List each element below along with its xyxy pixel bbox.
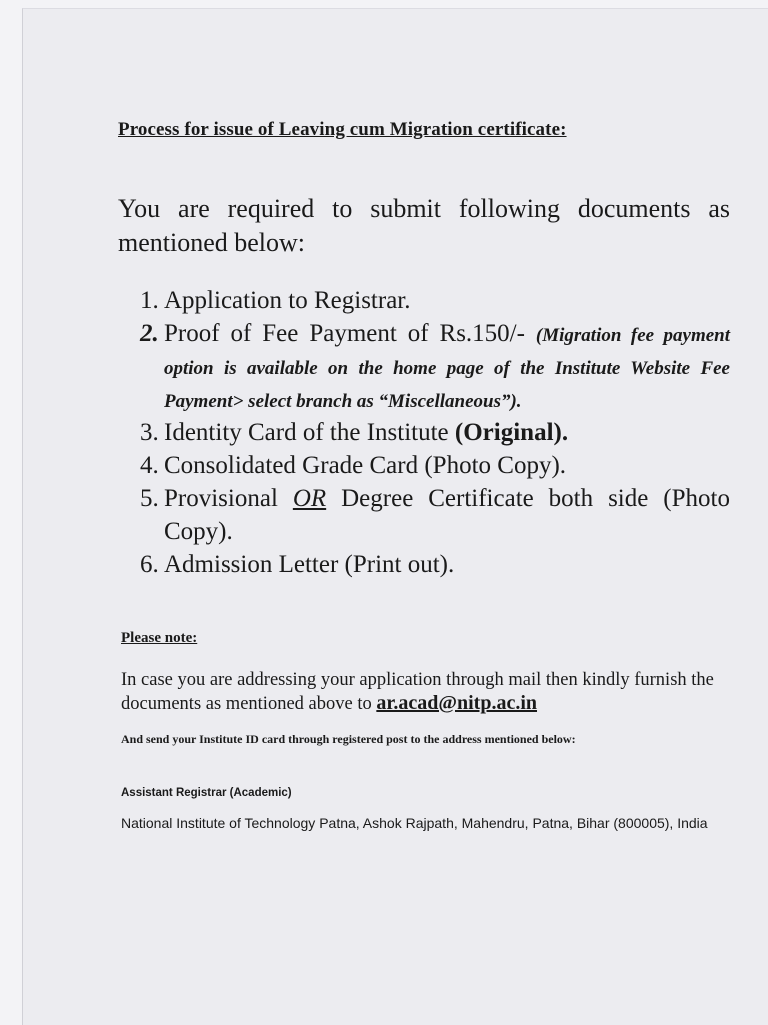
postal-address: National Institute of Technology Patna, Ashok Rajpath, Mahendru, Patna, Bihar (800005), India <box>121 815 708 831</box>
item-number: 5. <box>140 485 159 512</box>
item-text: Provisional <box>164 485 293 512</box>
item-number: 4. <box>140 452 159 479</box>
note-body <box>121 669 741 716</box>
or-word: OR <box>292 485 327 512</box>
item-number: 2. <box>140 320 159 347</box>
email-link[interactable]: ar.acad@nitp.ac.in <box>376 692 538 714</box>
list-item <box>140 482 730 548</box>
list-item <box>140 416 730 449</box>
note-heading: Please note: <box>121 630 198 646</box>
item-text: Consolidated Grade Card (Photo Copy). <box>164 452 567 479</box>
send-instruction: And send your Institute ID card through registered post to the address mentioned below: <box>121 732 576 746</box>
item-text: Admission Letter (Print out). <box>164 551 455 578</box>
registrar-title: Assistant Registrar (Academic) <box>121 787 292 799</box>
document-heading: Process for issue of Leaving cum Migration certificate: <box>118 119 567 140</box>
item-number: 3. <box>140 419 159 446</box>
item-number: 1. <box>140 287 159 314</box>
item-text: Proof of Fee Payment of Rs.150/- <box>164 320 536 347</box>
note-text: In case you are addressing your application through mail then kindly furnish the documents as mentioned above to <box>121 670 714 714</box>
item-text: Application to Registrar. <box>164 287 411 314</box>
required-documents-list <box>140 284 730 581</box>
original-emphasis: (Original). <box>454 419 569 446</box>
document-page <box>22 8 768 1025</box>
list-item <box>140 449 730 482</box>
fee-payment-note: (Migration fee payment option is available on the home page of the Institute Website Fee Payment> select branch as “Miscellaneous”). <box>164 325 731 412</box>
intro-text: You are required to submit following documents as mentioned below: <box>118 194 730 257</box>
list-item <box>140 548 730 581</box>
item-number: 6. <box>140 551 159 578</box>
item-text: Degree Certificate both side (Photo Copy). <box>164 485 730 545</box>
item-text: Identity Card of the Institute <box>164 419 455 446</box>
list-item <box>140 317 730 416</box>
list-item <box>140 284 730 317</box>
